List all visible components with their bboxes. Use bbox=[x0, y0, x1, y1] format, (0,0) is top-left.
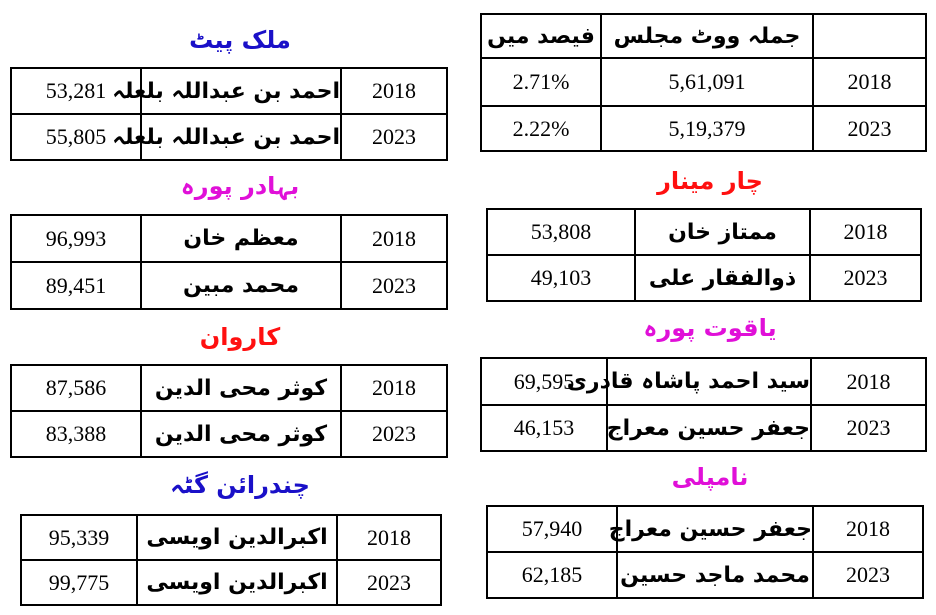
table-row bbox=[487, 552, 923, 598]
table-row bbox=[21, 560, 441, 605]
year-cell: 2023 bbox=[341, 114, 447, 160]
candidate-name-cell: سید احمد پاشاہ قادری bbox=[607, 358, 811, 405]
year-cell: 2018 bbox=[341, 365, 447, 411]
summary-header-row bbox=[481, 14, 926, 58]
votes-cell: 53,808 bbox=[487, 209, 635, 255]
summary-votes-cell: 5,61,091 bbox=[601, 58, 813, 106]
charminar-title: چار مینار bbox=[657, 167, 763, 195]
votes-cell: 49,103 bbox=[487, 255, 635, 301]
malakpet-table bbox=[10, 67, 448, 161]
year-cell: 2023 bbox=[810, 255, 921, 301]
votes-cell: 55,805 bbox=[11, 114, 141, 160]
candidate-name-cell: اکبرالدین اویسی bbox=[137, 515, 337, 560]
candidate-name-cell: کوثر محی الدین bbox=[141, 365, 341, 411]
candidate-name-cell: احمد بن عبداللہ بلعلہ bbox=[141, 114, 341, 160]
votes-cell: 83,388 bbox=[11, 411, 141, 457]
year-cell: 2023 bbox=[811, 405, 926, 451]
votes-cell: 53,281 bbox=[11, 68, 141, 114]
year-cell: 2018 bbox=[811, 358, 926, 405]
votes-cell: 57,940 bbox=[487, 506, 617, 552]
candidate-name-cell: جعفر حسین معراج bbox=[607, 405, 811, 451]
year-cell: 2018 bbox=[341, 215, 447, 262]
malakpet-title: ملک پیٹ bbox=[189, 26, 291, 54]
votes-cell: 87,586 bbox=[11, 365, 141, 411]
karwan-table bbox=[10, 364, 448, 458]
year-cell: 2018 bbox=[341, 68, 447, 114]
yakutpura-title: یاقوت پورہ bbox=[643, 314, 777, 342]
summary-percent-cell: 2.71% bbox=[481, 58, 601, 106]
bahadurpura-table bbox=[10, 214, 448, 310]
candidate-name-cell: ذوالفقار علی bbox=[635, 255, 810, 301]
nampally-table bbox=[486, 505, 924, 599]
summary-year-cell: 2018 bbox=[813, 58, 926, 106]
table-row bbox=[487, 506, 923, 552]
table-row bbox=[481, 106, 926, 151]
candidate-name-cell: معظم خان bbox=[141, 215, 341, 262]
table-row bbox=[11, 365, 447, 411]
table-row bbox=[11, 411, 447, 457]
charminar-table bbox=[486, 208, 922, 302]
summary-header-percent: فیصد میں bbox=[481, 14, 601, 58]
summary-header-blank bbox=[813, 14, 926, 58]
table-row bbox=[481, 58, 926, 106]
summary-votes-cell: 5,19,379 bbox=[601, 106, 813, 151]
year-cell: 2023 bbox=[341, 411, 447, 457]
candidate-name-cell: ممتاز خان bbox=[635, 209, 810, 255]
year-cell: 2018 bbox=[337, 515, 441, 560]
year-cell: 2018 bbox=[810, 209, 921, 255]
candidate-name-cell: کوثر محی الدین bbox=[141, 411, 341, 457]
nampally-title: نامپلی bbox=[671, 463, 749, 491]
candidate-name-cell: احمد بن عبداللہ بلعلہ bbox=[141, 68, 341, 114]
candidate-name-cell: محمد مبین bbox=[141, 262, 341, 309]
votes-cell: 69,595 bbox=[481, 358, 607, 405]
candidate-name-cell: اکبرالدین اویسی bbox=[137, 560, 337, 605]
candidate-name-cell: جعفر حسین معراج bbox=[617, 506, 813, 552]
table-row bbox=[11, 262, 447, 309]
table-row bbox=[481, 405, 926, 451]
summary-table bbox=[480, 13, 927, 152]
year-cell: 2023 bbox=[337, 560, 441, 605]
table-row bbox=[11, 215, 447, 262]
table-row bbox=[11, 68, 447, 114]
bahadurpura-title: بہادر پورہ bbox=[180, 172, 300, 200]
votes-cell: 46,153 bbox=[481, 405, 607, 451]
votes-cell: 99,775 bbox=[21, 560, 137, 605]
table-row bbox=[481, 358, 926, 405]
chandrayangutta-table bbox=[20, 514, 442, 606]
table-row bbox=[11, 114, 447, 160]
chandrayangutta-title: چندرائن گٹہ bbox=[170, 471, 310, 499]
summary-year-cell: 2023 bbox=[813, 106, 926, 151]
year-cell: 2018 bbox=[813, 506, 923, 552]
karwan-title: کاروان bbox=[199, 323, 281, 351]
table-row bbox=[21, 515, 441, 560]
summary-percent-cell: 2.22% bbox=[481, 106, 601, 151]
votes-cell: 96,993 bbox=[11, 215, 141, 262]
votes-cell: 89,451 bbox=[11, 262, 141, 309]
table-row bbox=[487, 255, 921, 301]
table-row bbox=[487, 209, 921, 255]
year-cell: 2023 bbox=[341, 262, 447, 309]
votes-cell: 95,339 bbox=[21, 515, 137, 560]
year-cell: 2023 bbox=[813, 552, 923, 598]
summary-header-total-votes: جملہ ووٹ مجلس bbox=[601, 14, 813, 58]
yakutpura-table bbox=[480, 357, 927, 452]
candidate-name-cell: محمد ماجد حسین bbox=[617, 552, 813, 598]
votes-cell: 62,185 bbox=[487, 552, 617, 598]
